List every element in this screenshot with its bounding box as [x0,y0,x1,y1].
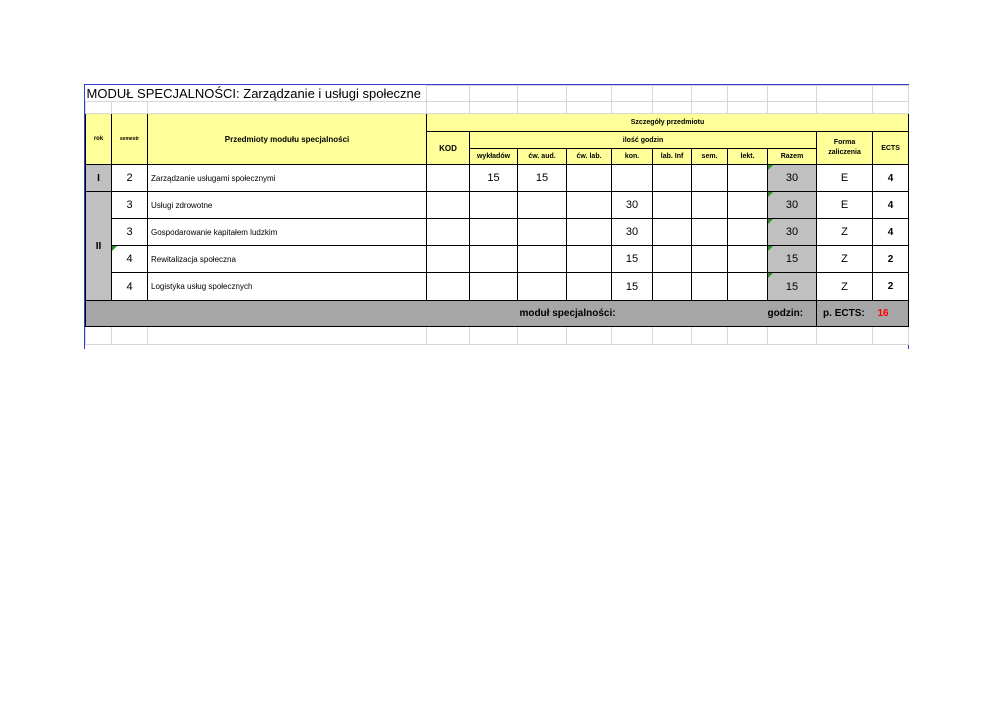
header-rok: rok [86,114,112,165]
header-ects: ECTS [873,132,909,165]
aud-cell [518,192,567,219]
razem-cell: 30 [768,219,817,246]
header-semestr: semestr [112,114,148,165]
semestr-cell: 2 [112,165,148,192]
header-razem: Razem [768,149,817,165]
aud-cell [518,219,567,246]
table-row [86,219,909,246]
forma-cell: Z [817,219,873,246]
kon-cell: 15 [612,273,653,301]
header-lekt: lekt. [728,149,768,165]
ects-cell: 4 [873,165,909,192]
header-cw-aud: ćw. aud. [518,149,567,165]
header-szczegoly: Szczegóły przedmiotu [427,114,909,132]
table-row [86,246,909,273]
year-cell: I [86,165,112,192]
table-row [86,273,909,301]
kon-cell: 15 [612,246,653,273]
lekt-cell [728,246,768,273]
sem-cell [692,219,728,246]
wyk-cell [470,192,518,219]
header-ilosc-godzin: ilość godzin [470,132,817,149]
table-row [86,165,909,192]
header-lab-inf: lab. Inf [653,149,692,165]
wyk-cell [470,273,518,301]
spreadsheet [84,84,909,349]
header-przedmioty: Przedmioty modułu specjalności [148,114,427,165]
kod-cell [427,246,470,273]
subject-cell: Usługi zdrowotne [148,192,427,219]
sem-cell [692,246,728,273]
header-kon: kon. [612,149,653,165]
summary-ects-value: 16 [877,308,889,319]
kon-cell: 30 [612,192,653,219]
inf-cell [653,273,692,301]
lab-cell [567,246,612,273]
semestr-cell: 3 [112,192,148,219]
summary-ects-label: p. ECTS: [823,308,865,319]
sem-cell [692,192,728,219]
aud-cell [518,246,567,273]
wyk-cell [470,219,518,246]
forma-cell: E [817,165,873,192]
lekt-cell [728,219,768,246]
subject-cell: Logistyka usług społecznych [148,273,427,301]
wyk-cell: 15 [470,165,518,192]
header-cw-lab: ćw. lab. [567,149,612,165]
forma-cell: E [817,192,873,219]
summary-row [86,301,909,327]
inf-cell [653,246,692,273]
razem-cell: 15 [768,246,817,273]
kon-cell [612,165,653,192]
summary-ects [817,301,909,327]
forma-cell: Z [817,246,873,273]
lekt-cell [728,192,768,219]
ects-cell: 4 [873,192,909,219]
wyk-cell [470,246,518,273]
table-row [86,192,909,219]
semestr-cell: 4 [112,246,148,273]
subject-cell: Gospodarowanie kapitałem ludzkim [148,219,427,246]
kod-cell [427,273,470,301]
kon-cell: 30 [612,219,653,246]
semestr-cell: 4 [112,273,148,301]
aud-cell [518,273,567,301]
subject-cell: Zarządzanie usługami społecznymi [148,165,427,192]
razem-cell: 30 [768,192,817,219]
module-title: MODUŁ SPECJALNOŚCI: Zarządzanie i usługi społeczne [86,85,422,101]
summary-godzin-label: godzin: [767,308,804,319]
kod-cell [427,192,470,219]
header-forma: Forma zaliczenia [817,132,873,165]
inf-cell [653,192,692,219]
ects-cell: 4 [873,219,909,246]
inf-cell [653,165,692,192]
header-wykladow: wykładów [470,149,518,165]
semestr-cell: 3 [112,219,148,246]
summary-godzin [768,301,817,327]
sem-cell [692,273,728,301]
sem-cell [692,165,728,192]
lekt-cell [728,273,768,301]
summary-label: moduł specjalności: [148,301,768,327]
header-sem: sem. [692,149,728,165]
ects-cell: 2 [873,246,909,273]
year-cell: II [86,192,112,301]
subject-cell: Rewitalizacja społeczna [148,246,427,273]
module-table [85,85,909,345]
razem-cell: 15 [768,273,817,301]
forma-cell: Z [817,273,873,301]
lab-cell [567,165,612,192]
inf-cell [653,219,692,246]
ects-cell: 2 [873,273,909,301]
kod-cell [427,219,470,246]
aud-cell: 15 [518,165,567,192]
header-kod: KOD [427,132,470,165]
lab-cell [567,219,612,246]
lab-cell [567,273,612,301]
lekt-cell [728,165,768,192]
lab-cell [567,192,612,219]
razem-cell: 30 [768,165,817,192]
kod-cell [427,165,470,192]
